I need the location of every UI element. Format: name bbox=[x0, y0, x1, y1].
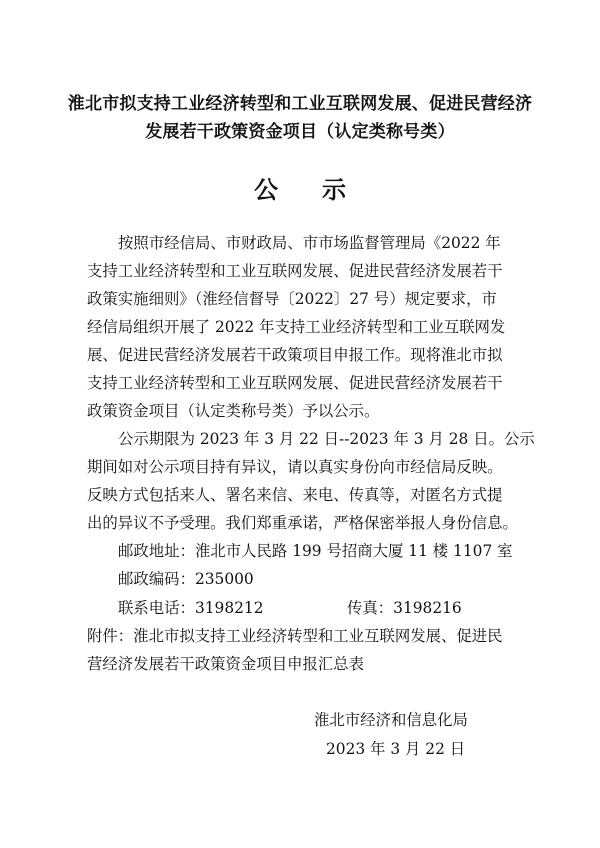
signature-org: 淮北市经济和信息化局 bbox=[314, 711, 468, 729]
paragraph1-line: 政策资金项目（认定类称号类）予以公示。 bbox=[87, 402, 380, 420]
attachment-line: 附件：淮北市拟支持工业经济转型和工业互联网发展、促进民 bbox=[87, 627, 503, 645]
paragraph1-line: 政策实施细则》（淮经信督导〔2022〕27 号）规定要求，市 bbox=[87, 290, 497, 308]
paragraph1-line: 支持工业经济转型和工业互联网发展、促进民营经济发展若干 bbox=[87, 262, 503, 280]
contact-phone: 联系电话：3198212 bbox=[118, 599, 264, 617]
paragraph1-line: 经信局组织开展了 2022 年支持工业经济转型和工业互联网发 bbox=[87, 318, 506, 336]
paragraph1-line: 展、促进民营经济发展若干政策项目申报工作。现将淮北市拟 bbox=[87, 346, 503, 364]
paragraph2-line: 公示期限为 2023 年 3 月 22 日--2023 年 3 月 28 日。公示 bbox=[118, 430, 535, 448]
title-line-2: 发展若干政策资金项目（认定类称号类） bbox=[145, 122, 455, 142]
paragraph2-line: 期间如对公示项目持有异议，请以真实身份向市经信局反映。 bbox=[87, 458, 503, 476]
signature-date: 2023 年 3 月 22 日 bbox=[326, 740, 466, 758]
attachment-line: 营经济发展若干政策资金项目申报汇总表 bbox=[87, 655, 365, 673]
paragraph2-line: 出的异议不予受理。我们郑重承诺，严格保密举报人身份信息。 bbox=[87, 514, 518, 532]
paragraph2-line: 反映方式包括来人、署名来信、来电、传真等，对匿名方式提 bbox=[87, 486, 503, 504]
postal-address: 邮政地址：淮北市人民路 199 号招商大厦 11 楼 1107 室 bbox=[118, 542, 513, 560]
paragraph1-line: 支持工业经济转型和工业互联网发展、促进民营经济发展若干 bbox=[87, 374, 503, 392]
title-line-1: 淮北市拟支持工业经济转型和工业互联网发展、促进民营经济 bbox=[67, 94, 533, 114]
contact-fax: 传真：3198216 bbox=[347, 599, 462, 617]
postal-code: 邮政编码：235000 bbox=[118, 570, 254, 588]
notice-heading: 公示 bbox=[254, 176, 390, 204]
paragraph1-line: 按照市经信局、市财政局、市市场监督管理局《2022 年 bbox=[118, 234, 501, 252]
